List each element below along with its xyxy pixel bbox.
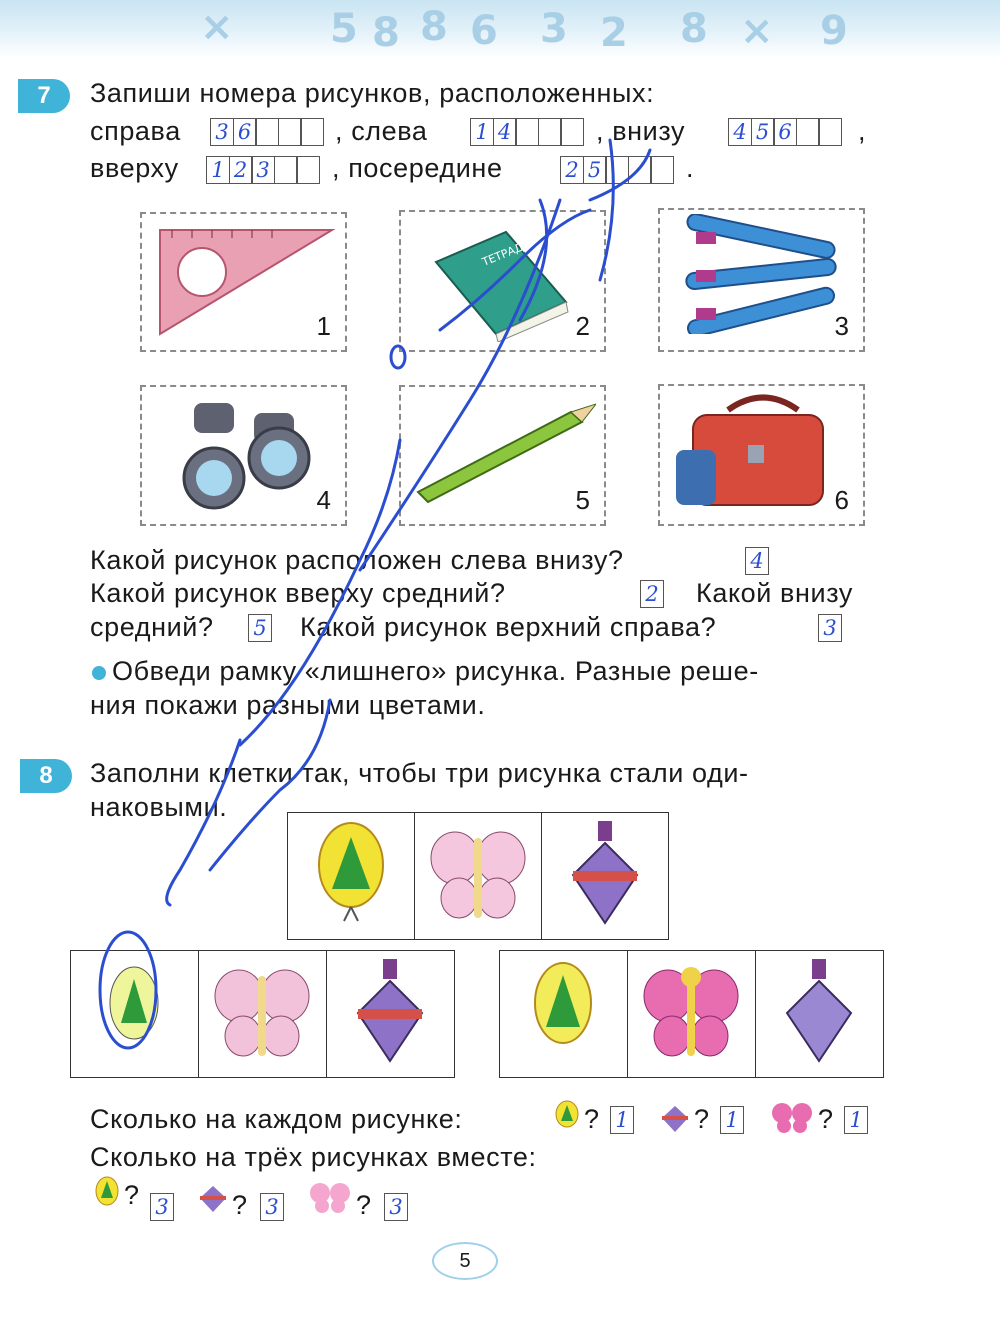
left-label: , слева xyxy=(335,116,428,146)
answer-3-box[interactable]: 5 xyxy=(248,614,272,642)
middle-answer-boxes[interactable] xyxy=(560,156,673,184)
count-each-answer-1[interactable]: 1 xyxy=(610,1106,634,1134)
left-cell[interactable] xyxy=(71,951,199,1077)
question-1: Какой рисунок расположен слева внизу? xyxy=(90,545,624,575)
spinning-top-icon xyxy=(542,813,668,939)
picture-1-frame[interactable] xyxy=(140,212,347,352)
top-label: вверху xyxy=(90,153,179,183)
picture-3-frame[interactable] xyxy=(658,208,865,352)
balloon-tree-icon xyxy=(94,1176,120,1212)
reference-cell xyxy=(288,813,415,939)
answer-cell[interactable]: 4 xyxy=(728,118,752,146)
q-mark: ? xyxy=(124,1180,140,1210)
butterfly-icon xyxy=(308,1180,352,1216)
reference-cell xyxy=(542,813,668,939)
question-2: Какой рисунок вверху средний? xyxy=(90,578,506,608)
spinning-top-icon xyxy=(660,1100,690,1134)
picture-number: 5 xyxy=(575,485,590,515)
count-each-answer-2[interactable]: 1 xyxy=(720,1106,744,1134)
count-each-answer-3[interactable]: 1 xyxy=(844,1106,868,1134)
bottom-label: , внизу xyxy=(596,116,686,146)
picture-number: 6 xyxy=(834,485,849,515)
right-cell[interactable] xyxy=(628,951,756,1077)
binoculars-icon xyxy=(164,393,324,518)
task-7-badge: 7 xyxy=(18,79,70,113)
picture-5-frame[interactable] xyxy=(399,385,606,526)
picture-number: 4 xyxy=(316,485,331,515)
answer-cell[interactable]: 3 xyxy=(251,156,275,184)
page-number: 5 xyxy=(432,1242,498,1280)
right-answer-boxes[interactable] xyxy=(210,118,323,146)
bottom-answer-boxes[interactable] xyxy=(728,118,841,146)
balloon-tree-icon xyxy=(500,951,627,1077)
left-picture-row xyxy=(70,950,455,1078)
answer-cell[interactable] xyxy=(560,118,584,146)
reference-cell xyxy=(415,813,542,939)
answer-4-box[interactable]: 3 xyxy=(818,614,842,642)
notebook-icon xyxy=(426,222,576,342)
task-8-badge: 8 xyxy=(20,759,72,793)
picture-6-frame[interactable] xyxy=(658,384,865,526)
answer-cell[interactable]: 6 xyxy=(773,118,797,146)
left-answer-boxes[interactable] xyxy=(470,118,583,146)
reference-picture-row xyxy=(287,812,669,940)
answer-cell[interactable]: 5 xyxy=(583,156,607,184)
pens-icon xyxy=(666,214,856,334)
answer-cell[interactable] xyxy=(538,118,562,146)
right-picture-row xyxy=(499,950,884,1078)
right-cell[interactable] xyxy=(756,951,883,1077)
bullet-text-1: Обведи рамку «лишнего» рисунка. Разные реше- xyxy=(112,656,759,686)
left-cell[interactable] xyxy=(199,951,327,1077)
top-answer-boxes[interactable] xyxy=(206,156,319,184)
butterfly-icon xyxy=(415,813,541,939)
picture-number: 3 xyxy=(834,311,849,341)
question-3b: средний? xyxy=(90,612,214,642)
answer-cell[interactable]: 2 xyxy=(229,156,253,184)
q-mark: ? xyxy=(232,1190,248,1220)
period: . xyxy=(686,153,695,183)
schoolbag-icon xyxy=(668,390,838,515)
question-4: Какой рисунок верхний справа? xyxy=(300,612,717,642)
answer-cell[interactable] xyxy=(605,156,629,184)
right-label: справа xyxy=(90,116,181,146)
balloon-tree-icon xyxy=(288,813,414,939)
answer-cell[interactable] xyxy=(796,118,820,146)
ruler-triangle-icon xyxy=(152,222,342,342)
task-8-instruction-2: наковыми. xyxy=(90,792,228,822)
right-cell[interactable] xyxy=(500,951,628,1077)
answer-cell[interactable]: 1 xyxy=(470,118,494,146)
answer-cell[interactable]: 6 xyxy=(233,118,257,146)
task-8-instruction-1: Заполни клетки так, чтобы три рисунка стали оди- xyxy=(90,758,749,788)
balloon-tree-icon xyxy=(554,1100,580,1134)
q-mark: ? xyxy=(818,1104,834,1134)
answer-cell[interactable]: 5 xyxy=(751,118,775,146)
butterfly-icon xyxy=(199,951,326,1077)
q-mark: ? xyxy=(584,1104,600,1134)
bullet-line-1 xyxy=(92,656,759,687)
picture-4-frame[interactable] xyxy=(140,385,347,526)
answer-1-box[interactable]: 4 xyxy=(745,547,769,575)
bullet-icon xyxy=(92,666,106,680)
answer-2-box[interactable]: 2 xyxy=(640,580,664,608)
butterfly-icon xyxy=(770,1100,814,1134)
spinning-top-icon xyxy=(198,1180,228,1214)
answer-cell[interactable] xyxy=(296,156,320,184)
answer-cell[interactable] xyxy=(278,118,302,146)
answer-cell[interactable] xyxy=(300,118,324,146)
picture-number: 2 xyxy=(575,311,590,341)
count-total-answer-1[interactable]: 3 xyxy=(150,1193,174,1221)
answer-cell[interactable]: 1 xyxy=(206,156,230,184)
picture-number: 1 xyxy=(316,311,331,341)
count-each-question: Сколько на каждом рисунке: xyxy=(90,1104,463,1134)
q-mark: ? xyxy=(356,1190,372,1220)
comma: , xyxy=(858,116,867,146)
count-total-answer-2[interactable]: 3 xyxy=(260,1193,284,1221)
bullet-line-2: ния покажи разными цветами. xyxy=(90,690,486,720)
balloon-tree-icon xyxy=(71,951,198,1077)
answer-cell[interactable]: 2 xyxy=(560,156,584,184)
answer-cell[interactable] xyxy=(650,156,674,184)
answer-cell[interactable] xyxy=(255,118,279,146)
answer-cell[interactable]: 3 xyxy=(210,118,234,146)
pencil-icon xyxy=(406,392,596,512)
spinning-top-icon xyxy=(756,951,883,1077)
butterfly-icon xyxy=(628,951,755,1077)
answer-cell[interactable] xyxy=(628,156,652,184)
left-cell[interactable] xyxy=(327,951,454,1077)
answer-cell[interactable] xyxy=(515,118,539,146)
q-mark: ? xyxy=(694,1104,710,1134)
count-total-answer-3[interactable]: 3 xyxy=(384,1193,408,1221)
answer-cell[interactable] xyxy=(274,156,298,184)
question-3a: Какой внизу xyxy=(696,578,853,608)
top-banner: 5 8 8 6 3 2 8 9 × × xyxy=(0,0,1000,58)
spinning-top-icon xyxy=(327,951,454,1077)
count-total-question: Сколько на трёх рисунках вместе: xyxy=(90,1142,537,1172)
task-7-instruction: Запиши номера рисунков, расположенных: xyxy=(90,78,655,108)
picture-2-frame[interactable] xyxy=(399,210,606,352)
answer-cell[interactable] xyxy=(818,118,842,146)
middle-label: , посередине xyxy=(332,153,503,183)
answer-cell[interactable]: 4 xyxy=(493,118,517,146)
notebook-cover-text: ТЕТРАДЬ xyxy=(480,237,533,269)
